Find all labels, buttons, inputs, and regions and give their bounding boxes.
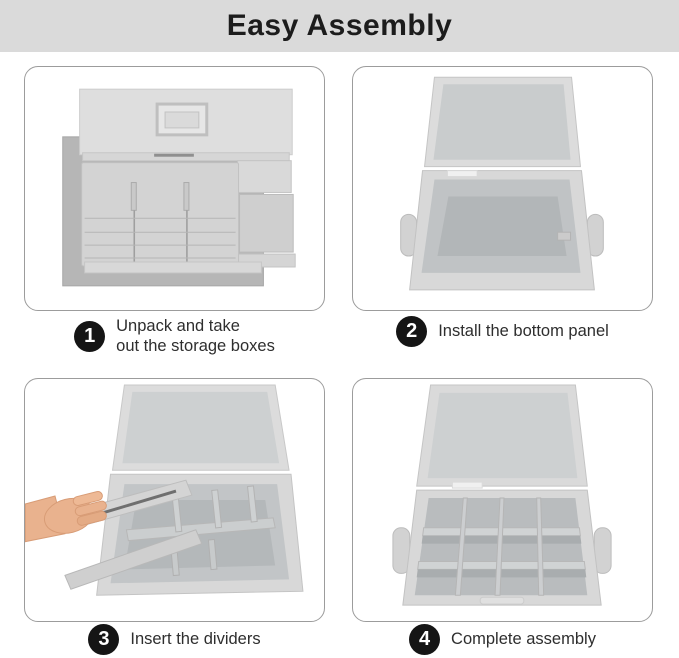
step2-label: Install the bottom panel [438, 322, 609, 341]
page-title: Easy Assembly [226, 9, 453, 42]
step2-caption [352, 311, 653, 378]
step4-caption [352, 622, 653, 658]
hand-inserting-dividers-illustration [25, 379, 324, 621]
step3-label: Insert the dividers [130, 630, 261, 649]
open-empty-box-illustration [353, 67, 652, 310]
step3-caption [24, 622, 325, 658]
step4-panel [352, 378, 653, 622]
box-lid [417, 385, 588, 488]
step1-caption [24, 311, 325, 378]
step3-panel [24, 378, 325, 622]
header-banner [0, 0, 679, 52]
divider-stack [82, 163, 262, 273]
side-pieces [236, 161, 296, 267]
folded-lid [80, 89, 293, 161]
step1-panel [24, 66, 325, 311]
assembled-box-illustration [353, 379, 652, 621]
step2-number-badge: 2 [396, 316, 427, 347]
hand [25, 491, 107, 542]
step2-panel [352, 66, 653, 311]
step1-number-badge: 1 [74, 321, 105, 352]
step4-label: Complete assembly [451, 630, 596, 649]
step3-number-badge: 3 [88, 624, 119, 655]
steps-grid [0, 52, 679, 658]
step1-label: Unpack and take out the storage boxes [116, 317, 275, 356]
box-body [410, 171, 595, 290]
step4-number-badge: 4 [409, 624, 440, 655]
flat-packed-boxes-illustration [25, 67, 324, 310]
box-lid [113, 385, 290, 470]
box-lid [425, 77, 581, 166]
